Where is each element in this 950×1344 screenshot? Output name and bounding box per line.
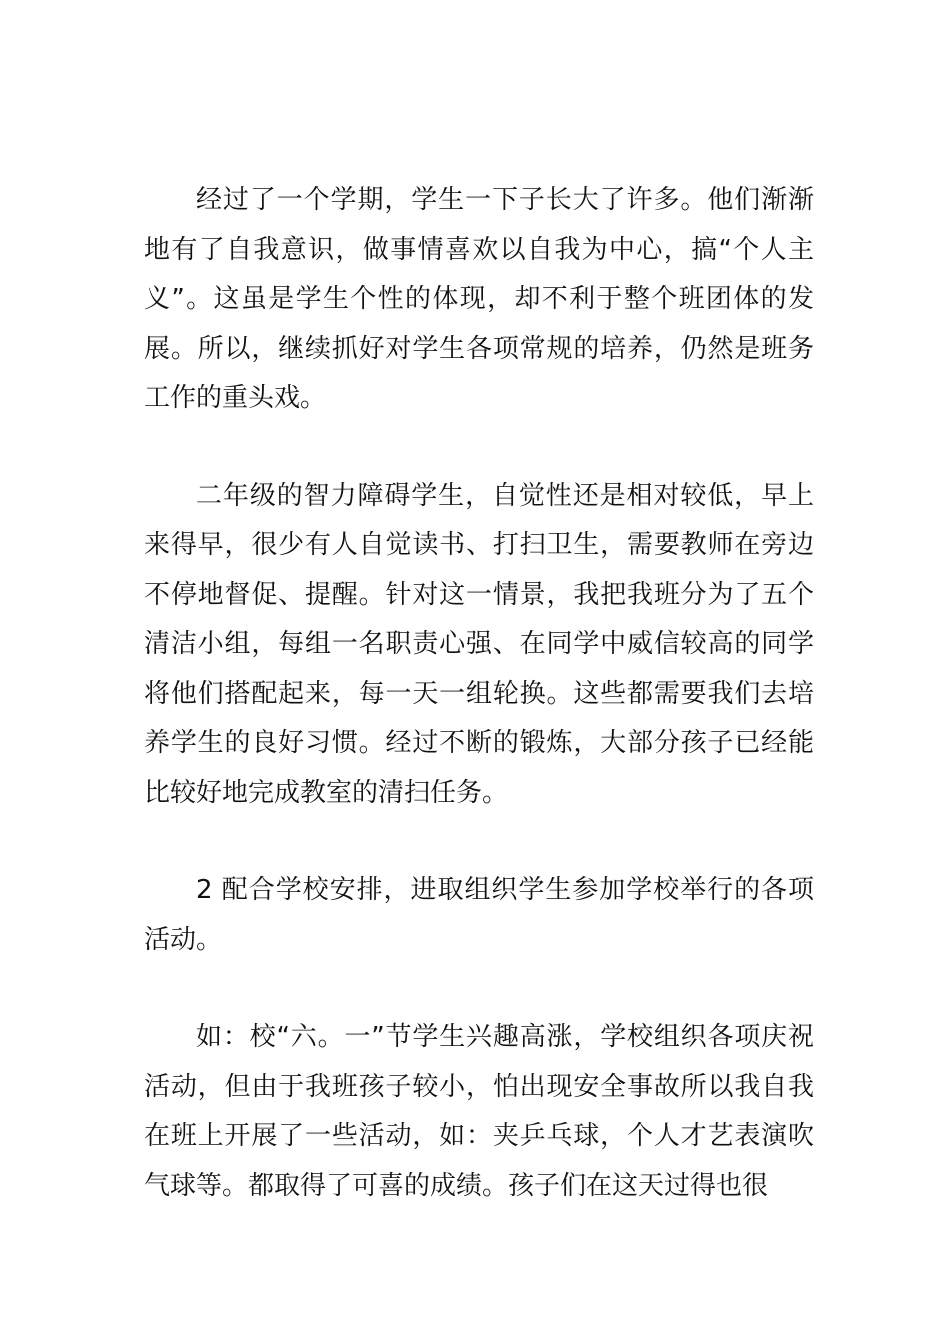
- paragraph-class-routine: 经过了一个学期，学生一下子长大了许多。他们渐渐地有了自我意识，做事情喜欢以自我为中心，搞“个人主义”。这虽是学生个性的体现，却不利于整个班团体的发展。所以，继续抓好对学生各项常规的培养，仍然是班务工作的重头戏。: [144, 185, 814, 413]
- document-body: [144, 176, 814, 1211]
- paragraph-childrens-day: 如：校“六。一”节学生兴趣高涨，学校组织各项庆祝活动，但由于我班孩子较小，怕出现安全事故所以我自我在班上开展了一些活动，如：夹乒乓球，个人才艺表演吹气球等。都取得了可喜的成绩。孩子们在这天过得也很: [144, 1022, 814, 1201]
- paragraph-cleaning-groups: 二年级的智力障碍学生，自觉性还是相对较低，早上来得早，很少有人自觉读书、打扫卫生，需要教师在旁边不停地督促、提醒。针对这一情景，我把我班分为了五个清洁小组，每组一名职责心强、在同学中威信较高的同学将他们搭配起来，每一天一组轮换。这些都需要我们去培养学生的良好习惯。经过不断的锻炼，大部分孩子已经能比较好地完成教室的清扫任务。: [144, 480, 814, 808]
- paragraph-school-activities: 2 配合学校安排，进取组织学生参加学校举行的各项活动。: [144, 875, 814, 955]
